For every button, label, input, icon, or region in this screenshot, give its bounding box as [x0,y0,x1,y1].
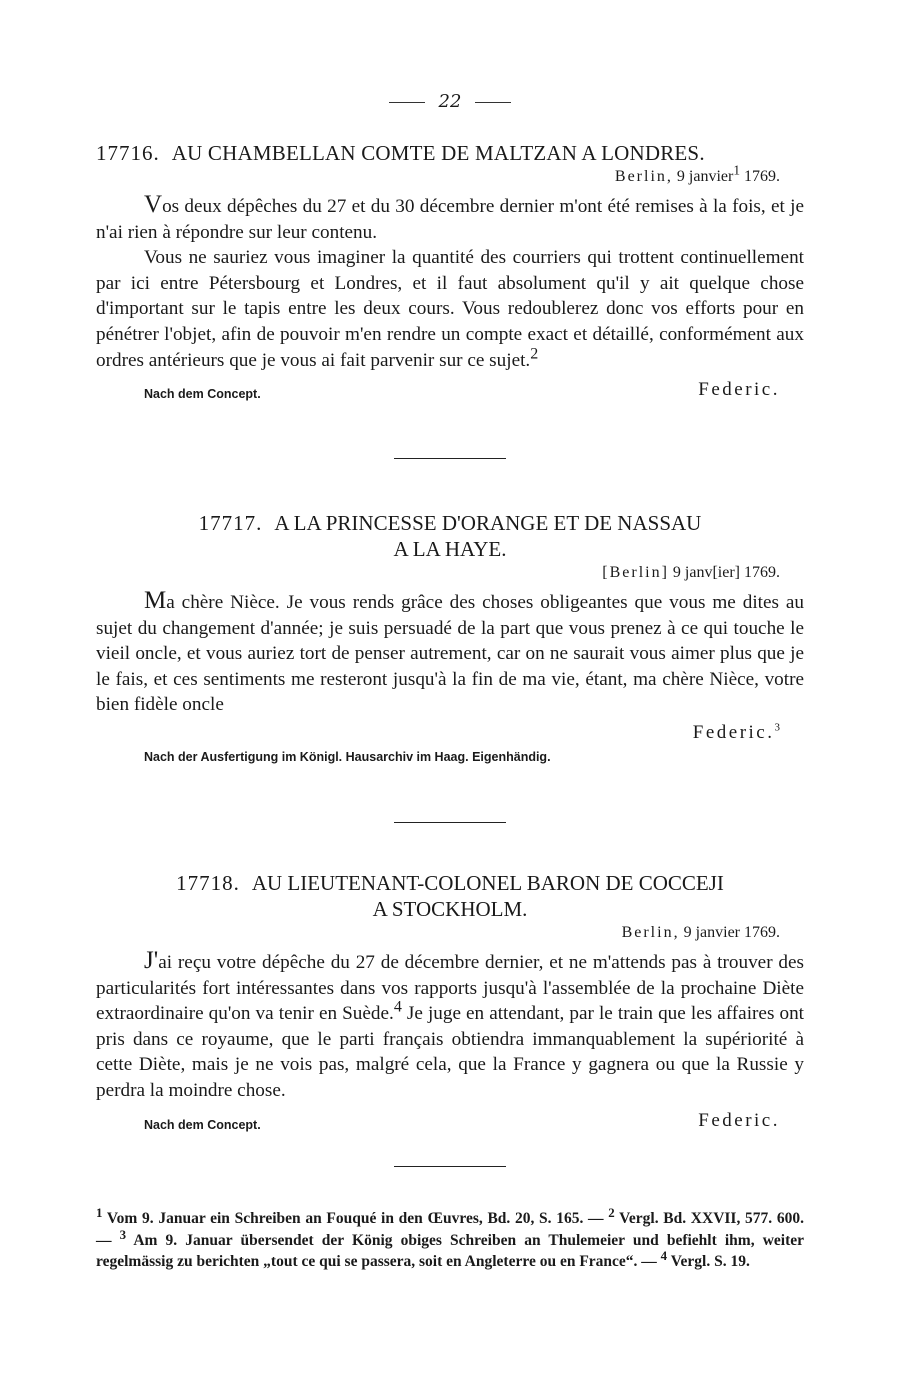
date-text: 9 janvier [676,168,734,185]
letter-body [96,588,804,718]
footnote-4 [660,1247,750,1270]
signature: Federic. [698,1109,780,1131]
letter-paragraph: Ma chère Nièce. Je vous rends grâce des choses obligeantes que vous me dites au sujet du changement d'année; je suis persuadé de la part que vous prenez à ce qui touche le vieil oncle, et vous auriez tort de penser autrement, car on ne saurait vous aimer plus que je le fais, et ces sentiments me resteront jusqu'à la fin de ma vie, étant, ma chère Nièce, votre bien fidèle oncle [96,587,804,716]
signature-footnote-ref: 3 [774,721,780,734]
letter-17716 [96,140,804,401]
date-footnote-ref: 1 [733,162,740,178]
section-separator [394,458,506,459]
letter-17718 [96,870,804,1132]
paragraph-text: J'ai reçu votre dépêche du 27 de décembre dernier, et ne m'attends pas à trouver des particularités fort intéressantes dans vos rapports jusqu'à l'assemblée de la prochaine Diète extraordinaire qu'on va tenir en Suède. [96,947,804,1025]
footnote-mark: 2 [608,1204,615,1220]
source-note: Nach dem Concept. [144,1117,261,1132]
letter-body [96,948,804,1104]
date-year: 1769. [744,168,780,185]
section-separator [394,1166,506,1167]
footnote-mark: 3 [119,1226,127,1242]
date-place: [Berlin] [602,564,669,581]
footnote-mark: 1 [96,1204,103,1220]
letter-signoff [96,377,804,401]
footnote-text: Am 9. Januar übersendet der König obiges Schreiben an Thulemeier und befiehlt ihm, weiter regelmässig zu berichten „tout ce qui se passera, soit en Angleterre ou en France“. — [96,1231,804,1270]
date-year: 1769. [744,924,780,941]
date-year: 1769. [744,564,780,581]
footnotes [96,1204,804,1273]
source-note: Nach der Ausfertigung im Königl. Hausarchiv im Haag. Eigenhändig. [144,749,551,764]
letter-number: 17717. [198,511,263,535]
page-number-dash-left [389,102,425,103]
footnote-text: Vergl. Bd. XXVII, 577. 600. — [96,1210,804,1249]
letter-source-row [96,746,804,764]
signature-text: Federic. [692,721,775,743]
letter-recipient: AU LIEUTENANT-COLONEL BARON DE COCCEJI [251,871,724,895]
footnote-ref: 4 [393,998,402,1016]
letter-number: 17716. [96,141,160,165]
page-number-dash-right [475,102,511,103]
signature: Federic. [698,379,780,401]
letter-dateline [96,162,804,186]
footnote-1 [96,1204,604,1227]
footnote-text: Vergl. S. 19. [670,1253,750,1270]
signature [693,722,780,744]
letter-paragraph [96,948,804,1104]
date-place: Berlin, [621,924,680,941]
letter-heading-location: A STOCKHOLM. [372,897,528,921]
section-separator [394,822,506,823]
page-number: 22 [438,91,462,112]
letter-17717 [96,510,804,764]
date-text: 9 janvier [683,924,740,941]
letter-signoff [96,1108,804,1132]
letter-paragraph [96,245,804,373]
letter-body [96,192,804,373]
letter-recipient: AU CHAMBELLAN COMTE DE MALTZAN A LONDRES. [171,141,705,165]
footnote-mark: 4 [660,1247,668,1263]
date-place: Berlin, [614,168,673,185]
letter-signature-row [96,722,804,744]
letter-number: 17718. [176,871,240,895]
letter-heading [96,140,804,166]
paragraph-text-continued: Je juge en attendant, par le train que les affaires ont pris dans ce royaume, que le parti français obtiendra immanquablement la supériorité à cette Diète, mais je ne vois pas, malgré cela, que la France y gagnera ou que la Russie y perdra la moindre chose. [96,1003,804,1101]
letter-dateline [96,924,804,942]
letter-recipient: A LA PRINCESSE D'ORANGE ET DE NASSAU [274,511,702,535]
letter-heading [96,870,804,896]
letter-heading [96,510,804,536]
letter-heading-location: A LA HAYE. [393,537,507,561]
page-number-row [0,91,900,112]
letter-dateline [96,564,804,582]
source-note: Nach dem Concept. [144,387,261,402]
letter-paragraph: Vos deux dépêches du 27 et du 30 décembre dernier m'ont été remises à la fois, et je n'ai rien à répondre sur leur contenu. [96,191,804,243]
date-text: 9 janv[ier] [672,564,740,581]
paragraph-text: Vous ne sauriez vous imaginer la quantité des courriers qui trottent continuellement par ici entre Pétersbourg et Londres, et il faut absolument qu'il y ait quelque chose d'important sur le tapis entre les deux cours. Vous redoublerez donc vos efforts pour en pénétrer l'objet, afin de pouvoir m'en rendre un compte exact et détaillé, conformément aux ordres antérieurs que je vous ai fait parvenir sur ce sujet. [96,247,804,371]
footnote-text: Vom 9. Januar ein Schreiben an Fouqué in den Œuvres, Bd. 20, S. 165. — [106,1210,604,1227]
footnote-ref: 2 [530,345,539,363]
